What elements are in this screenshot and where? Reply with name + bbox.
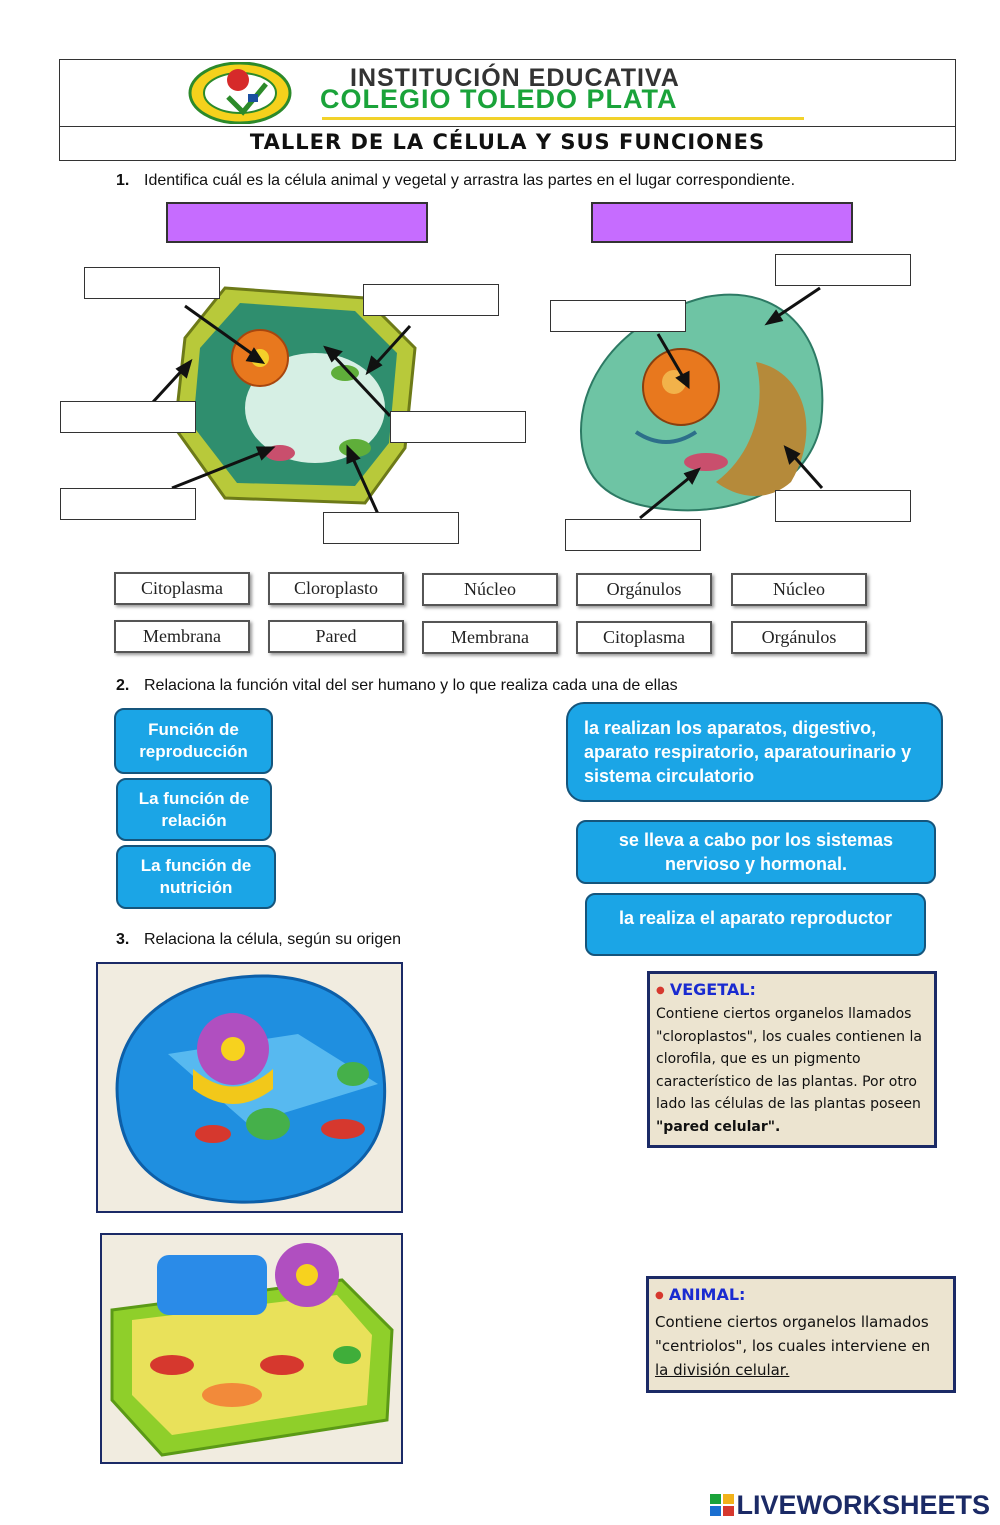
animal-card-line: la división celular.: [655, 1361, 790, 1379]
word-chip[interactable]: Pared: [268, 620, 404, 653]
institution-name-line2: COLEGIO TOLEDO PLATA: [320, 84, 678, 114]
vegetal-card-line: Contiene ciertos organelos llamados: [656, 1006, 912, 1022]
word-chip[interactable]: Orgánulos: [731, 621, 867, 654]
label-drop-plant-chloroplast[interactable]: [363, 284, 499, 316]
vegetal-card-line: "cloroplastos", los cuales contienen la: [656, 1028, 922, 1045]
question-2-number: 2.: [116, 677, 130, 694]
plant-cell-3d-image[interactable]: [100, 1233, 403, 1464]
word-chip[interactable]: Núcleo: [731, 573, 867, 606]
word-chip[interactable]: Núcleo: [422, 573, 558, 606]
description-relation[interactable]: se lleva a cabo por los sistemas nervioso y hormonal.: [576, 820, 936, 884]
liveworksheets-logo-icon: [710, 1492, 734, 1514]
liveworksheets-brand: [710, 1490, 990, 1521]
animal-cell-3d-image[interactable]: [96, 962, 403, 1213]
label-drop-animal-membrane[interactable]: [775, 254, 911, 286]
animal-card-line: Contiene ciertos organelos llamados: [655, 1313, 929, 1331]
question-1-text: Identifica cuál es la célula animal y vegetal y arrastra las partes en el lugar correspondiente.: [144, 172, 796, 189]
label-drop-animal-cytoplasm[interactable]: [775, 490, 911, 522]
label-drop-animal-organelles[interactable]: [565, 519, 701, 551]
vegetal-card-line: lado las células de las plantas poseen: [656, 1096, 921, 1112]
question-3-number: 3.: [116, 931, 130, 948]
word-chip[interactable]: Citoplasma: [114, 572, 250, 605]
vegetal-card-line: clorofila, que es un pigmento: [656, 1051, 861, 1067]
brand-text: LIVEWORKSHEETS: [736, 1490, 990, 1520]
function-nutrition[interactable]: La función de nutrición: [116, 845, 276, 909]
animal-description-card[interactable]: ● ANIMAL: Contiene ciertos organelos llamados "centriolos", los cuales interviene en la división celular.: [646, 1276, 956, 1393]
vegetal-card-line: característico de las plantas. Por otro: [656, 1073, 917, 1090]
question-2: [116, 677, 678, 695]
animal-card-line: "centriolos", los cuales interviene en: [655, 1337, 931, 1355]
word-chip[interactable]: Cloroplasto: [268, 572, 404, 605]
label-drop-animal-nucleus[interactable]: [550, 300, 686, 332]
word-chip[interactable]: Membrana: [422, 621, 558, 654]
description-reproduction[interactable]: la realiza el aparato reproductor: [585, 893, 926, 956]
label-drop-plant-membrane[interactable]: [60, 401, 196, 433]
vegetal-description-card[interactable]: ● VEGETAL: Contiene ciertos organelos llamados "cloroplastos", los cuales contienen la clorofila, que es un pigmento característico de las plantas. Por otro lado las células de las plantas poseen "pared celular".: [647, 971, 937, 1148]
label-drop-plant-cytoplasm[interactable]: [323, 512, 459, 544]
label-drop-plant-organelles[interactable]: [390, 411, 526, 443]
function-relation[interactable]: La función de relación: [116, 778, 272, 841]
label-drop-plant-wall[interactable]: [60, 488, 196, 520]
animal-card-title: ANIMAL:: [668, 1285, 746, 1304]
vegetal-card-title: VEGETAL:: [669, 980, 756, 999]
worksheet-title: TALLER DE LA CÉLULA Y SUS FUNCIONES: [249, 130, 766, 154]
question-1-number: 1.: [116, 172, 130, 189]
word-chip[interactable]: Orgánulos: [576, 573, 712, 606]
word-chip[interactable]: Citoplasma: [576, 621, 712, 654]
label-drop-plant-nucleus[interactable]: [84, 267, 220, 299]
question-3-text: Relaciona la célula, según su origen: [144, 931, 402, 948]
question-3: [116, 931, 401, 949]
description-nutrition[interactable]: la realizan los aparatos, digestivo, aparato respiratorio, aparatourinario y sistema circulatorio: [566, 702, 943, 802]
word-chip[interactable]: Membrana: [114, 620, 250, 653]
vegetal-card-line: "pared celular".: [656, 1118, 781, 1135]
institution-name-line1: INSTITUCIÓN EDUCATIVA: [350, 64, 680, 92]
function-reproduction[interactable]: Función de reproducción: [114, 708, 273, 774]
question-2-text: Relaciona la función vital del ser humano y lo que realiza cada una de ellas: [144, 677, 678, 694]
